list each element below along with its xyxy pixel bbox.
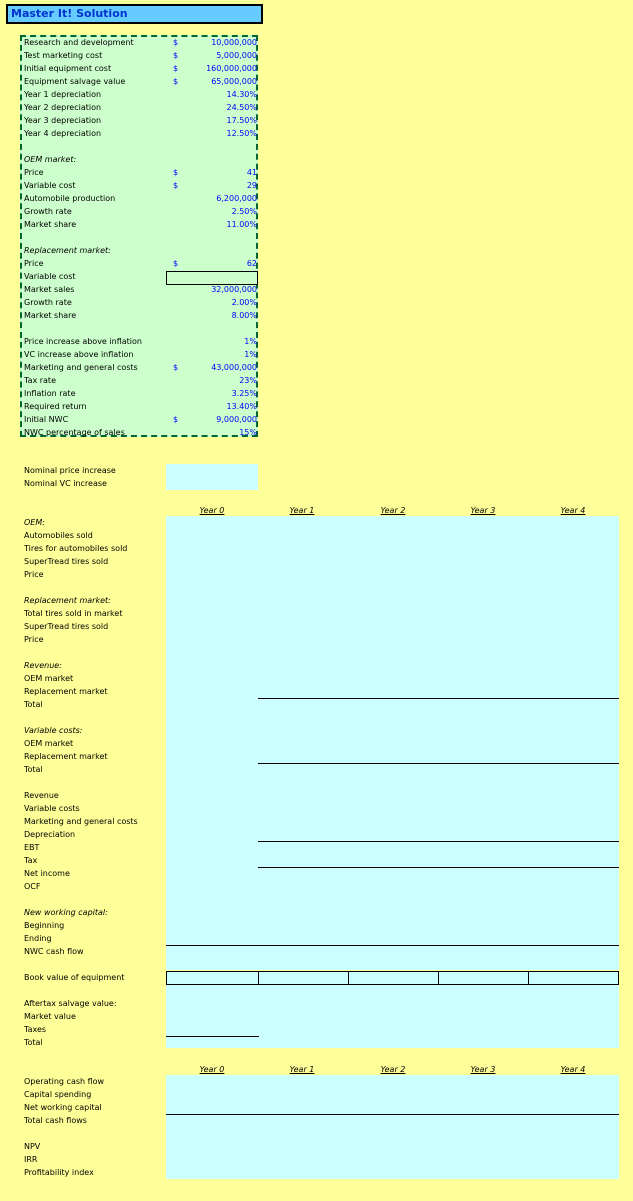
input-label: NWC percentage of sales [24, 428, 125, 437]
year-header-3-top: Year 3 [470, 506, 496, 515]
input-label: Initial equipment cost [24, 64, 112, 73]
row-label: Net income [24, 869, 70, 878]
input-value[interactable]: 2.50% [231, 207, 257, 216]
salvage-grid[interactable] [166, 985, 619, 1048]
input-value[interactable]: 15% [239, 428, 257, 437]
row-label: OCF [24, 882, 41, 891]
input-label: VC increase above inflation [24, 350, 134, 359]
input-label: Initial NWC [24, 415, 69, 424]
year-header-1-top: Year 1 [289, 506, 315, 515]
row-label: Taxes [24, 1025, 47, 1034]
input-value[interactable]: 17.50% [226, 116, 257, 125]
cashflow-label: Net working capital [24, 1103, 102, 1112]
row-label: OEM market [24, 739, 74, 748]
input-value[interactable]: 32,000,000 [211, 285, 257, 294]
input-value[interactable]: 160,000,000 [206, 64, 257, 73]
input-label: Year 3 depreciation [24, 116, 102, 125]
row-label: EBT [24, 843, 40, 852]
input-value[interactable]: 6,200,000 [216, 194, 257, 203]
year-header-1-bottom: Year 1 [289, 1065, 315, 1074]
input-value[interactable]: 62 [246, 259, 257, 268]
input-label: Inflation rate [24, 389, 76, 398]
row-label: Marketing and general costs [24, 817, 138, 826]
row-label: Variable costs [24, 804, 80, 813]
input-label: Variable cost [24, 272, 76, 281]
input-value[interactable]: 2.00% [231, 298, 257, 307]
cashflow-label: Operating cash flow [24, 1077, 105, 1086]
book-value-cell-y3[interactable] [438, 971, 529, 985]
year-header-4-top: Year 4 [560, 506, 586, 515]
nominal-vc-label: Nominal VC increase [24, 479, 107, 488]
input-label: Variable cost [24, 181, 76, 190]
input-value[interactable]: 1% [244, 337, 257, 346]
dollar-sign: $ [173, 363, 179, 372]
net-income-rule [258, 867, 619, 868]
cashflow-label: Total cash flows [24, 1116, 87, 1125]
dollar-sign: $ [173, 38, 179, 47]
input-label: Growth rate [24, 207, 72, 216]
input-value[interactable]: 24.50% [226, 103, 257, 112]
input-value[interactable]: 43,000,000 [211, 363, 257, 372]
book-value-cell-y4[interactable] [528, 971, 619, 985]
input-value[interactable]: 29 [246, 181, 257, 190]
nwc-rule [166, 945, 619, 946]
year-header-0-bottom: Year 0 [199, 1065, 225, 1074]
cashflow-grid[interactable] [166, 1075, 619, 1179]
input-value[interactable]: 13.40% [226, 402, 257, 411]
row-label: Variable costs: [24, 726, 83, 735]
dollar-sign: $ [173, 259, 179, 268]
ebt-rule [258, 841, 619, 842]
input-label: Price [24, 168, 44, 177]
year-header-0-top: Year 0 [199, 506, 225, 515]
row-label: Price [24, 635, 44, 644]
book-value-cell-y1[interactable] [258, 971, 349, 985]
input-value[interactable]: 23% [239, 376, 257, 385]
oem-heading: OEM market: [24, 155, 77, 164]
row-label: Aftertax salvage value: [24, 999, 117, 1008]
year-header-3-bottom: Year 3 [470, 1065, 496, 1074]
input-label: Price increase above inflation [24, 337, 142, 346]
book-value-cell-y2[interactable] [348, 971, 439, 985]
input-value[interactable]: 14.30% [226, 90, 257, 99]
input-label: Year 1 depreciation [24, 90, 102, 99]
input-value[interactable]: 5,000,000 [216, 51, 257, 60]
summary-label: Profitability index [24, 1168, 94, 1177]
sheet-title: Master It! Solution [6, 4, 263, 24]
row-label: Replacement market [24, 687, 108, 696]
dollar-sign: $ [173, 64, 179, 73]
dollar-sign: $ [173, 181, 179, 190]
input-value[interactable]: 10,000,000 [211, 38, 257, 47]
summary-label: NPV [24, 1142, 41, 1151]
salvage-rule [166, 1036, 259, 1037]
input-value[interactable]: 9,000,000 [216, 415, 257, 424]
row-label: Depreciation [24, 830, 76, 839]
input-label: Market share [24, 311, 77, 320]
row-label: New working capital: [24, 908, 108, 917]
row-label: Automobiles sold [24, 531, 93, 540]
year-header-2-bottom: Year 2 [380, 1065, 406, 1074]
row-label: Revenue [24, 791, 59, 800]
replacement-heading: Replacement market: [24, 246, 111, 255]
row-label: Tires for automobiles sold [24, 544, 128, 553]
input-label: Equipment salvage value [24, 77, 126, 86]
input-label: Growth rate [24, 298, 72, 307]
input-label: Research and development [24, 38, 134, 47]
book-value-cell-y0[interactable] [166, 971, 259, 985]
row-label: Market value [24, 1012, 76, 1021]
nominal-cells[interactable] [166, 464, 258, 490]
summary-label: IRR [24, 1155, 38, 1164]
input-label: Price [24, 259, 44, 268]
input-value[interactable]: 1% [244, 350, 257, 359]
input-label: Year 2 depreciation [24, 103, 102, 112]
dollar-sign: $ [173, 51, 179, 60]
row-label: Total [24, 765, 43, 774]
row-label: Book value of equipment [24, 973, 125, 982]
row-label: Replacement market: [24, 596, 111, 605]
input-label: Required return [24, 402, 87, 411]
year-header-2-top: Year 2 [380, 506, 406, 515]
total-revenue-rule [258, 698, 619, 699]
cashflow-label: Capital spending [24, 1090, 92, 1099]
input-label: Automobile production [24, 194, 116, 203]
total-cashflow-rule [166, 1114, 619, 1115]
dollar-sign: $ [173, 77, 179, 86]
year-header-4-bottom: Year 4 [560, 1065, 586, 1074]
input-label: Test marketing cost [24, 51, 103, 60]
row-label: Total [24, 700, 43, 709]
dollar-sign: $ [173, 415, 179, 424]
nominal-price-label: Nominal price increase [24, 466, 116, 475]
input-label: Tax rate [24, 376, 56, 385]
row-label: Ending [24, 934, 52, 943]
input-value[interactable]: 41 [246, 168, 257, 177]
row-label: Price [24, 570, 44, 579]
input-value[interactable]: 11.00% [226, 220, 257, 229]
row-label: OEM: [24, 518, 45, 527]
row-label: OEM market [24, 674, 74, 683]
row-label: NWC cash flow [24, 947, 84, 956]
input-label: Marketing and general costs [24, 363, 138, 372]
total-vc-rule [258, 763, 619, 764]
input-value[interactable]: 3.25% [231, 389, 257, 398]
row-label: Tax [24, 856, 38, 865]
row-label: SuperTread tires sold [24, 622, 109, 631]
input-label: Market share [24, 220, 77, 229]
row-label: Total [24, 1038, 43, 1047]
row-label: Revenue: [24, 661, 62, 670]
dollar-sign: $ [173, 168, 179, 177]
row-label: Beginning [24, 921, 65, 930]
analysis-grid[interactable] [166, 516, 619, 970]
row-label: Replacement market [24, 752, 108, 761]
input-label: Market sales [24, 285, 75, 294]
input-value[interactable]: 8.00% [231, 311, 257, 320]
input-label: Year 4 depreciation [24, 129, 102, 138]
row-label: Total tires sold in market [24, 609, 123, 618]
variable-cost-input-cell[interactable] [166, 271, 258, 285]
row-label: SuperTread tires sold [24, 557, 109, 566]
input-value[interactable]: 65,000,000 [211, 77, 257, 86]
input-value[interactable]: 12.50% [226, 129, 257, 138]
